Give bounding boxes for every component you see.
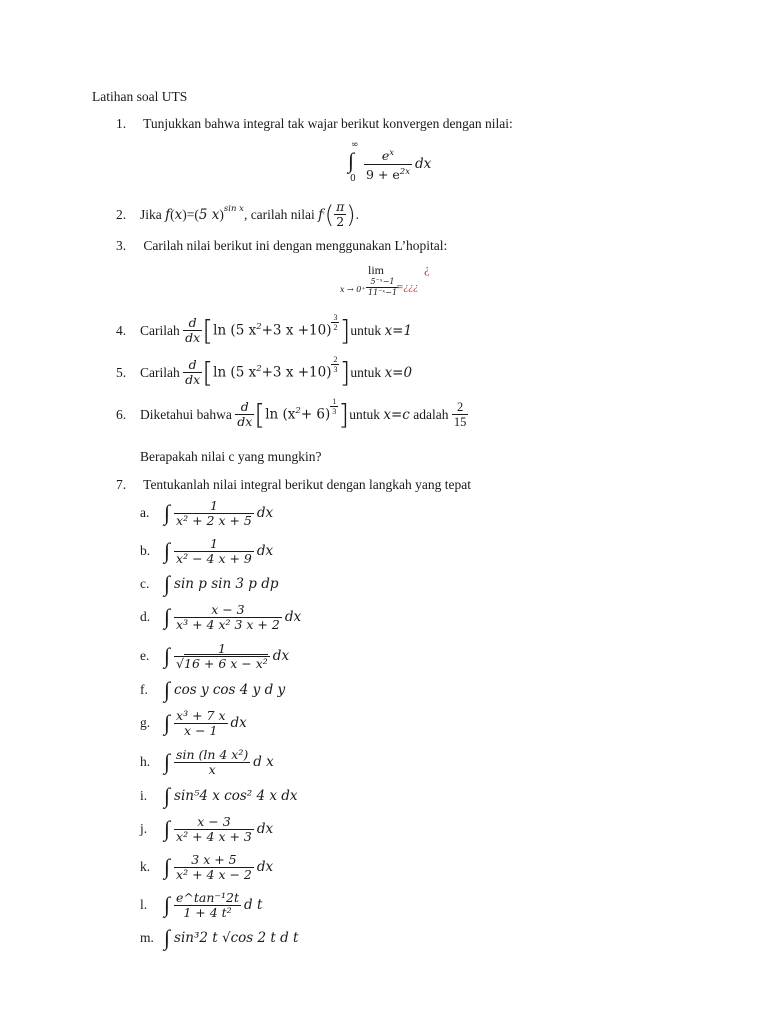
q7-item bbox=[140, 782, 301, 810]
integral-sign: ∫ bbox=[164, 643, 171, 668]
q7-item bbox=[140, 570, 301, 598]
question-7: 7. Tentukanlah nilai integral berikut dengan langkah yang tepat bbox=[116, 477, 471, 492]
question-text: Tunjukkan bahwa integral tak wajar berikut konvergen dengan nilai: bbox=[143, 116, 513, 131]
q7-item bbox=[140, 848, 301, 886]
item-label: e. bbox=[140, 648, 150, 663]
differential: dx bbox=[272, 648, 290, 664]
integrand: sin p sin 3 p dp bbox=[174, 576, 279, 592]
integral-sign: ∫ bbox=[164, 538, 171, 563]
integral-sign: ∫ bbox=[164, 571, 171, 596]
q7-item bbox=[140, 924, 301, 952]
integrand: cos y cos 4 y d y bbox=[174, 682, 286, 698]
question-6: 6. Diketahui bahwa $\frac{d}{dx}$ [ $\ln (x^2+ 6)$ $\frac{1}{3}$ ] untuk x=c adalah $\frac{2}{15}$ bbox=[116, 397, 467, 431]
integral-sign: ∫ bbox=[164, 749, 171, 774]
q3-limit: lim x → 0⁺ $\frac{\text{5⁻ˣ−1}}{\text{11⁻ˣ−1}}$ =¿¿¿ ¿ bbox=[340, 261, 430, 297]
item-label: l. bbox=[140, 897, 148, 912]
integral-sign: ∫ bbox=[164, 816, 171, 841]
integrand-fraction: $\frac{1}{\text{√16 + 6 x − x²}}$ bbox=[176, 640, 268, 671]
item-label: a. bbox=[140, 505, 150, 520]
differential: dx bbox=[256, 859, 274, 875]
question-5: 5. Carilah $\frac{d}{dx}$ [ ln (5 $x^2+3$ x +10) $\frac{2}{3}$ ] untuk x=0 bbox=[116, 355, 413, 389]
q7-item bbox=[140, 704, 301, 742]
q7-item bbox=[140, 636, 301, 676]
q7-item bbox=[140, 886, 301, 924]
integrand-fraction: $\frac{3 x + 5}{\text{x² + 4 x − 2}}$ bbox=[176, 851, 252, 882]
item-label: m. bbox=[140, 930, 154, 945]
differential: d x bbox=[253, 754, 274, 770]
integral-sign-with-limits: ∞ ∫ 0 bbox=[348, 140, 359, 184]
integrand-fraction: $\frac{1}{\text{x² − 4 x + 9}}$ bbox=[176, 535, 252, 566]
integral-sign: ∫ bbox=[164, 854, 171, 879]
item-label: d. bbox=[140, 609, 151, 624]
differential: dx bbox=[256, 543, 274, 559]
q7-item bbox=[140, 810, 301, 848]
question-3: 3. Carilah nilai berikut ini dengan menggunakan L’hopital: bbox=[116, 238, 448, 253]
differential: dx bbox=[256, 821, 274, 837]
differential: d t bbox=[244, 897, 263, 913]
integral-sign: ∫ bbox=[164, 892, 171, 917]
q7-integral-list bbox=[140, 494, 301, 952]
differential: dx bbox=[284, 609, 302, 625]
integral-sign: ∫ bbox=[164, 925, 171, 950]
question-number: 1. bbox=[116, 116, 127, 131]
integrand-fraction: $\frac{\text{x³ + 7 x}}{x - 1}$ bbox=[176, 707, 226, 738]
integral-sign: ∫ bbox=[164, 500, 171, 525]
integrand-fraction: $\frac{\text{e\textasciicircum{}tan⁻¹2t}}{\text{1 + 4 t²}}$ bbox=[176, 889, 240, 920]
integrand-fraction: $\frac{1}{\text{x² + 2 x + 5}}$ bbox=[176, 497, 252, 528]
q7-item bbox=[140, 494, 301, 532]
integral-sign: ∫ bbox=[164, 604, 171, 629]
question-1 bbox=[116, 116, 513, 132]
differential: dx bbox=[230, 715, 247, 731]
page-title: Latihan soal UTS bbox=[92, 89, 188, 104]
item-label: f. bbox=[140, 682, 148, 697]
item-label: c. bbox=[140, 576, 150, 591]
item-label: i. bbox=[140, 788, 148, 803]
q7-item bbox=[140, 598, 301, 636]
integrand-fraction: $\frac{\text{sin (ln 4 x²)}}{x}$ bbox=[176, 746, 249, 777]
integrand: sin³2 t √cos 2 t d t bbox=[174, 930, 299, 946]
q1-integral: ∞ ∫ 0 $\frac{e^x}{9 + e^{2x}}$ dx bbox=[348, 140, 432, 184]
integrand: sin⁵4 x cos² 4 x dx bbox=[174, 788, 298, 804]
question-2: 2. Jika f ( x ) = ( 5 x ) $^{sin x}$ , carilah nilai f ' ( $\frac{\pi}{2}$ ) . bbox=[116, 199, 360, 229]
question-6-follow-up: Berapakah nilai c yang mungkin? bbox=[140, 449, 322, 464]
integrand-fraction: $\frac{x - 3}{\text{x³ + 4 x² 3 x + 2}}$ bbox=[176, 601, 280, 632]
integral-sign: ∫ bbox=[164, 710, 171, 735]
q7-item bbox=[140, 676, 301, 704]
integral-sign: ∫ bbox=[164, 783, 171, 808]
differential: dx bbox=[256, 505, 274, 521]
item-label: j. bbox=[140, 821, 148, 836]
integral-sign: ∫ bbox=[164, 677, 171, 702]
item-label: k. bbox=[140, 859, 151, 874]
item-label: b. bbox=[140, 543, 151, 558]
q7-item bbox=[140, 532, 301, 570]
q1-fraction: $\frac{e^x}{9 + e^{2x}}$ bbox=[366, 148, 410, 182]
integrand-fraction: $\frac{x - 3}{\text{x² + 4 x + 3}}$ bbox=[176, 813, 252, 844]
q7-item bbox=[140, 742, 301, 782]
question-4: 4. Carilah $\frac{d}{dx}$ [ ln (5 $x^2+3$ x +10) $\frac{3}{2}$ ] untuk x=1 bbox=[116, 313, 413, 347]
item-label: g. bbox=[140, 715, 151, 730]
item-label: h. bbox=[140, 754, 151, 769]
